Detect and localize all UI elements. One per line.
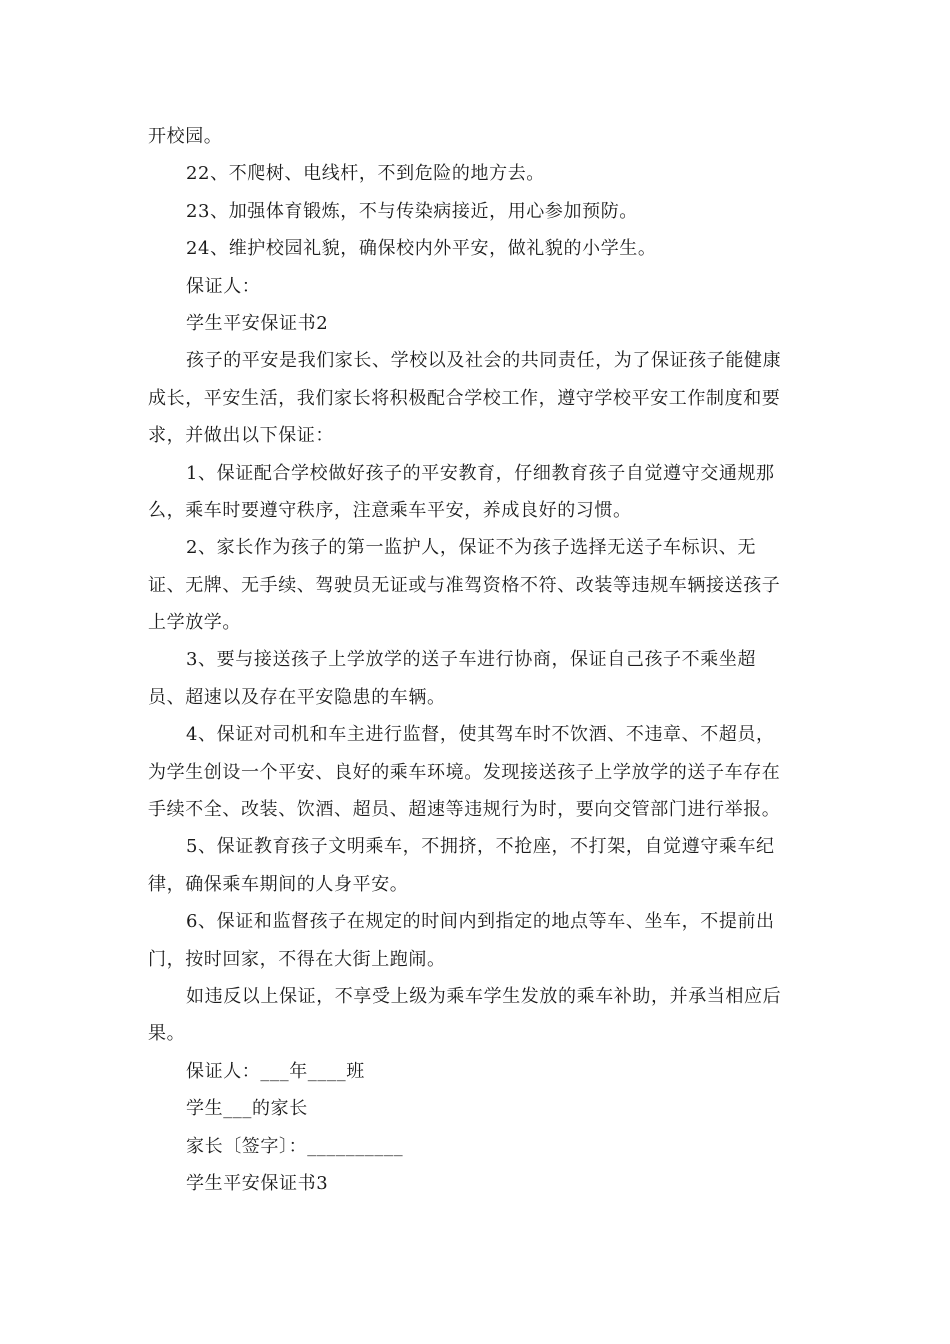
paragraph-intro: 孩子的平安是我们家长、学校以及社会的共同责任，为了保证孩子能健康 <box>186 350 782 372</box>
list-item-1-cont: 么，乘车时要遵守秩序，注意乘车平安，养成良好的习惯。 <box>148 499 632 521</box>
list-item-3-cont: 员、超速以及存在平安隐患的车辆。 <box>148 686 446 708</box>
list-item-5-cont: 律，确保乘车期间的人身平安。 <box>148 873 409 895</box>
list-item-6-cont: 门，按时回家，不得在大街上跑闹。 <box>148 948 446 970</box>
paragraph-intro-cont: 成长，平安生活，我们家长将积极配合学校工作，遵守学校平安工作制度和要 <box>148 387 781 409</box>
list-item-2: 2、家长作为孩子的第一监护人，保证不为孩子选择无送子车标识、无 <box>186 537 757 559</box>
document-page <box>148 118 798 1202</box>
section-title-2: 学生平安保证书2 <box>186 312 329 334</box>
paragraph-intro-cont: 求，并做出以下保证： <box>148 425 334 447</box>
list-item-4-cont: 为学生创设一个平安、良好的乘车环境。发现接送孩子上学放学的送子车存在 <box>148 761 781 783</box>
list-item-6: 6、保证和监督孩子在规定的时间内到指定的地点等车、坐车，不提前出 <box>186 911 775 933</box>
list-item-5: 5、保证教育孩子文明乘车，不拥挤，不抢座，不打架，自觉遵守乘车纪 <box>186 836 775 858</box>
list-item-3: 3、要与接送孩子上学放学的送子车进行协商，保证自己孩子不乘坐超 <box>186 649 757 671</box>
list-item-2-cont: 上学放学。 <box>148 612 241 634</box>
list-item-4-cont: 手续不全、改装、饮酒、超员、超速等违规行为时，要向交管部门进行举报。 <box>148 799 781 821</box>
paragraph-consequence-cont: 果。 <box>148 1023 186 1045</box>
list-item-24: 24、维护校园礼貌，确保校内外平安，做礼貌的小学生。 <box>186 238 657 260</box>
list-item-22: 22、不爬树、电线杆，不到危险的地方去。 <box>186 163 545 185</box>
guarantor-label: 保证人： <box>186 275 261 297</box>
text-line: 开校园。 <box>148 126 223 147</box>
paragraph-consequence: 如违反以上保证，不享受上级为乘车学生发放的乘车补助，并承当相应后 <box>186 985 782 1007</box>
list-item-23: 23、加强体育锻炼，不与传染病接近，用心参加预防。 <box>186 200 638 222</box>
guarantor-class-field: 保证人：___年____班 <box>186 1060 365 1082</box>
list-item-1: 1、保证配合学校做好孩子的平安教育，仔细教育孩子自觉遵守交通规那 <box>186 462 775 484</box>
parent-signature-field: 家长〔签字〕：__________ <box>186 1135 404 1157</box>
section-title-3: 学生平安保证书3 <box>186 1172 329 1194</box>
student-parent-field: 学生___的家长 <box>186 1098 308 1120</box>
list-item-2-cont: 证、无牌、无手续、驾驶员无证或与准驾资格不符、改装等违规车辆接送孩子 <box>148 574 781 596</box>
list-item-4: 4、保证对司机和车主进行监督，使其驾车时不饮酒、不违章、不超员， <box>186 724 775 746</box>
